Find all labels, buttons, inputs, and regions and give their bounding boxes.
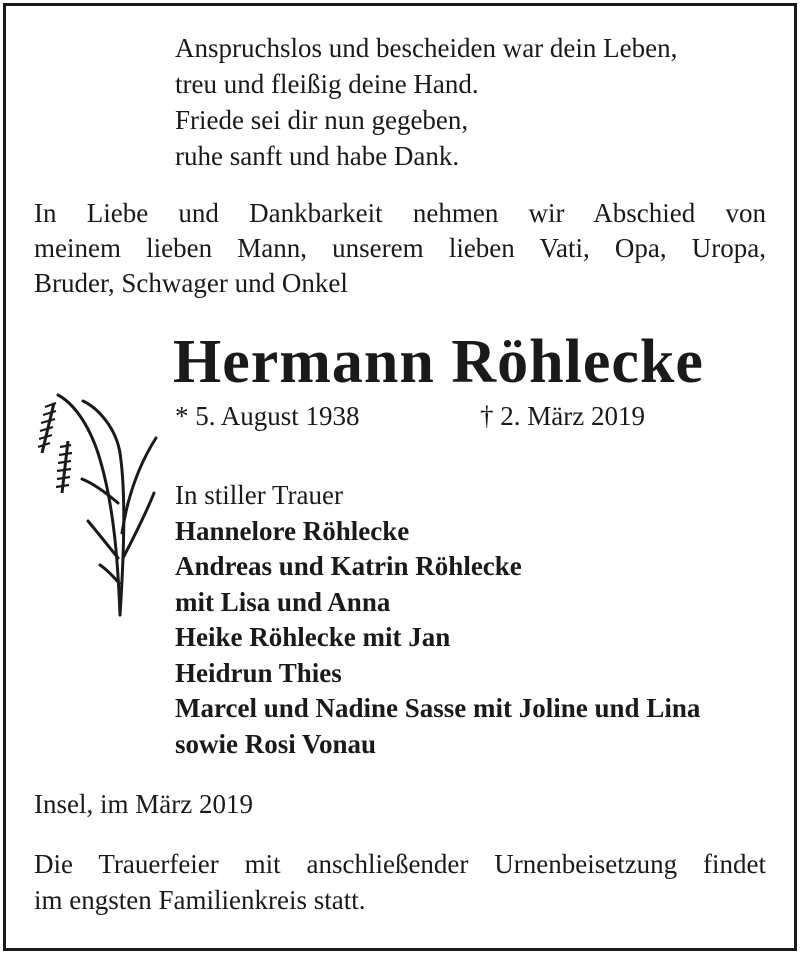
mourner: Andreas und Katrin Röhlecke	[175, 551, 522, 581]
intro-line: In Liebe und Dankbarkeit nehmen wir Abschied von	[34, 198, 766, 228]
poem	[175, 30, 677, 174]
intro-text	[34, 196, 766, 301]
wheat-ear-icon	[28, 383, 168, 623]
poem-line: treu und fleißig deine Hand.	[175, 69, 479, 99]
mourner: sowie Rosi Vonau	[175, 728, 377, 759]
mourner: Marcel und Nadine Sasse mit Joline und Lina	[175, 693, 701, 723]
birth-date: * 5. August 1938	[175, 401, 360, 431]
mourner: Heidrun Thies	[175, 657, 342, 688]
mourner: Heike Röhlecke mit Jan	[175, 622, 451, 652]
poem-line: ruhe sanft und habe Dank.	[175, 141, 460, 171]
death-date: † 2. März 2019	[480, 401, 645, 431]
deceased-name: Hermann Röhlecke	[173, 328, 704, 396]
mourner: mit Lisa und Anna	[175, 586, 391, 617]
mourners-heading: In stiller Trauer	[175, 480, 343, 510]
place-date: Insel, im März 2019	[34, 789, 253, 819]
intro-line: meinem lieben Mann, unserem lieben Vati, Opa, Uropa,	[34, 233, 766, 263]
mourners-list	[175, 478, 700, 762]
poem-line: Friede sei dir nun gegeben,	[175, 105, 469, 135]
mourner: Hannelore Röhlecke	[175, 515, 410, 546]
funeral-notice	[34, 846, 766, 918]
intro-line: Bruder, Schwager und Onkel	[34, 268, 348, 298]
poem-line: Anspruchslos und bescheiden war dein Leben,	[175, 33, 678, 63]
notice-line: im engsten Familienkreis statt.	[34, 885, 366, 915]
notice-line: Die Trauerfeier mit anschließender Urnenbeisetzung findet	[34, 849, 766, 879]
